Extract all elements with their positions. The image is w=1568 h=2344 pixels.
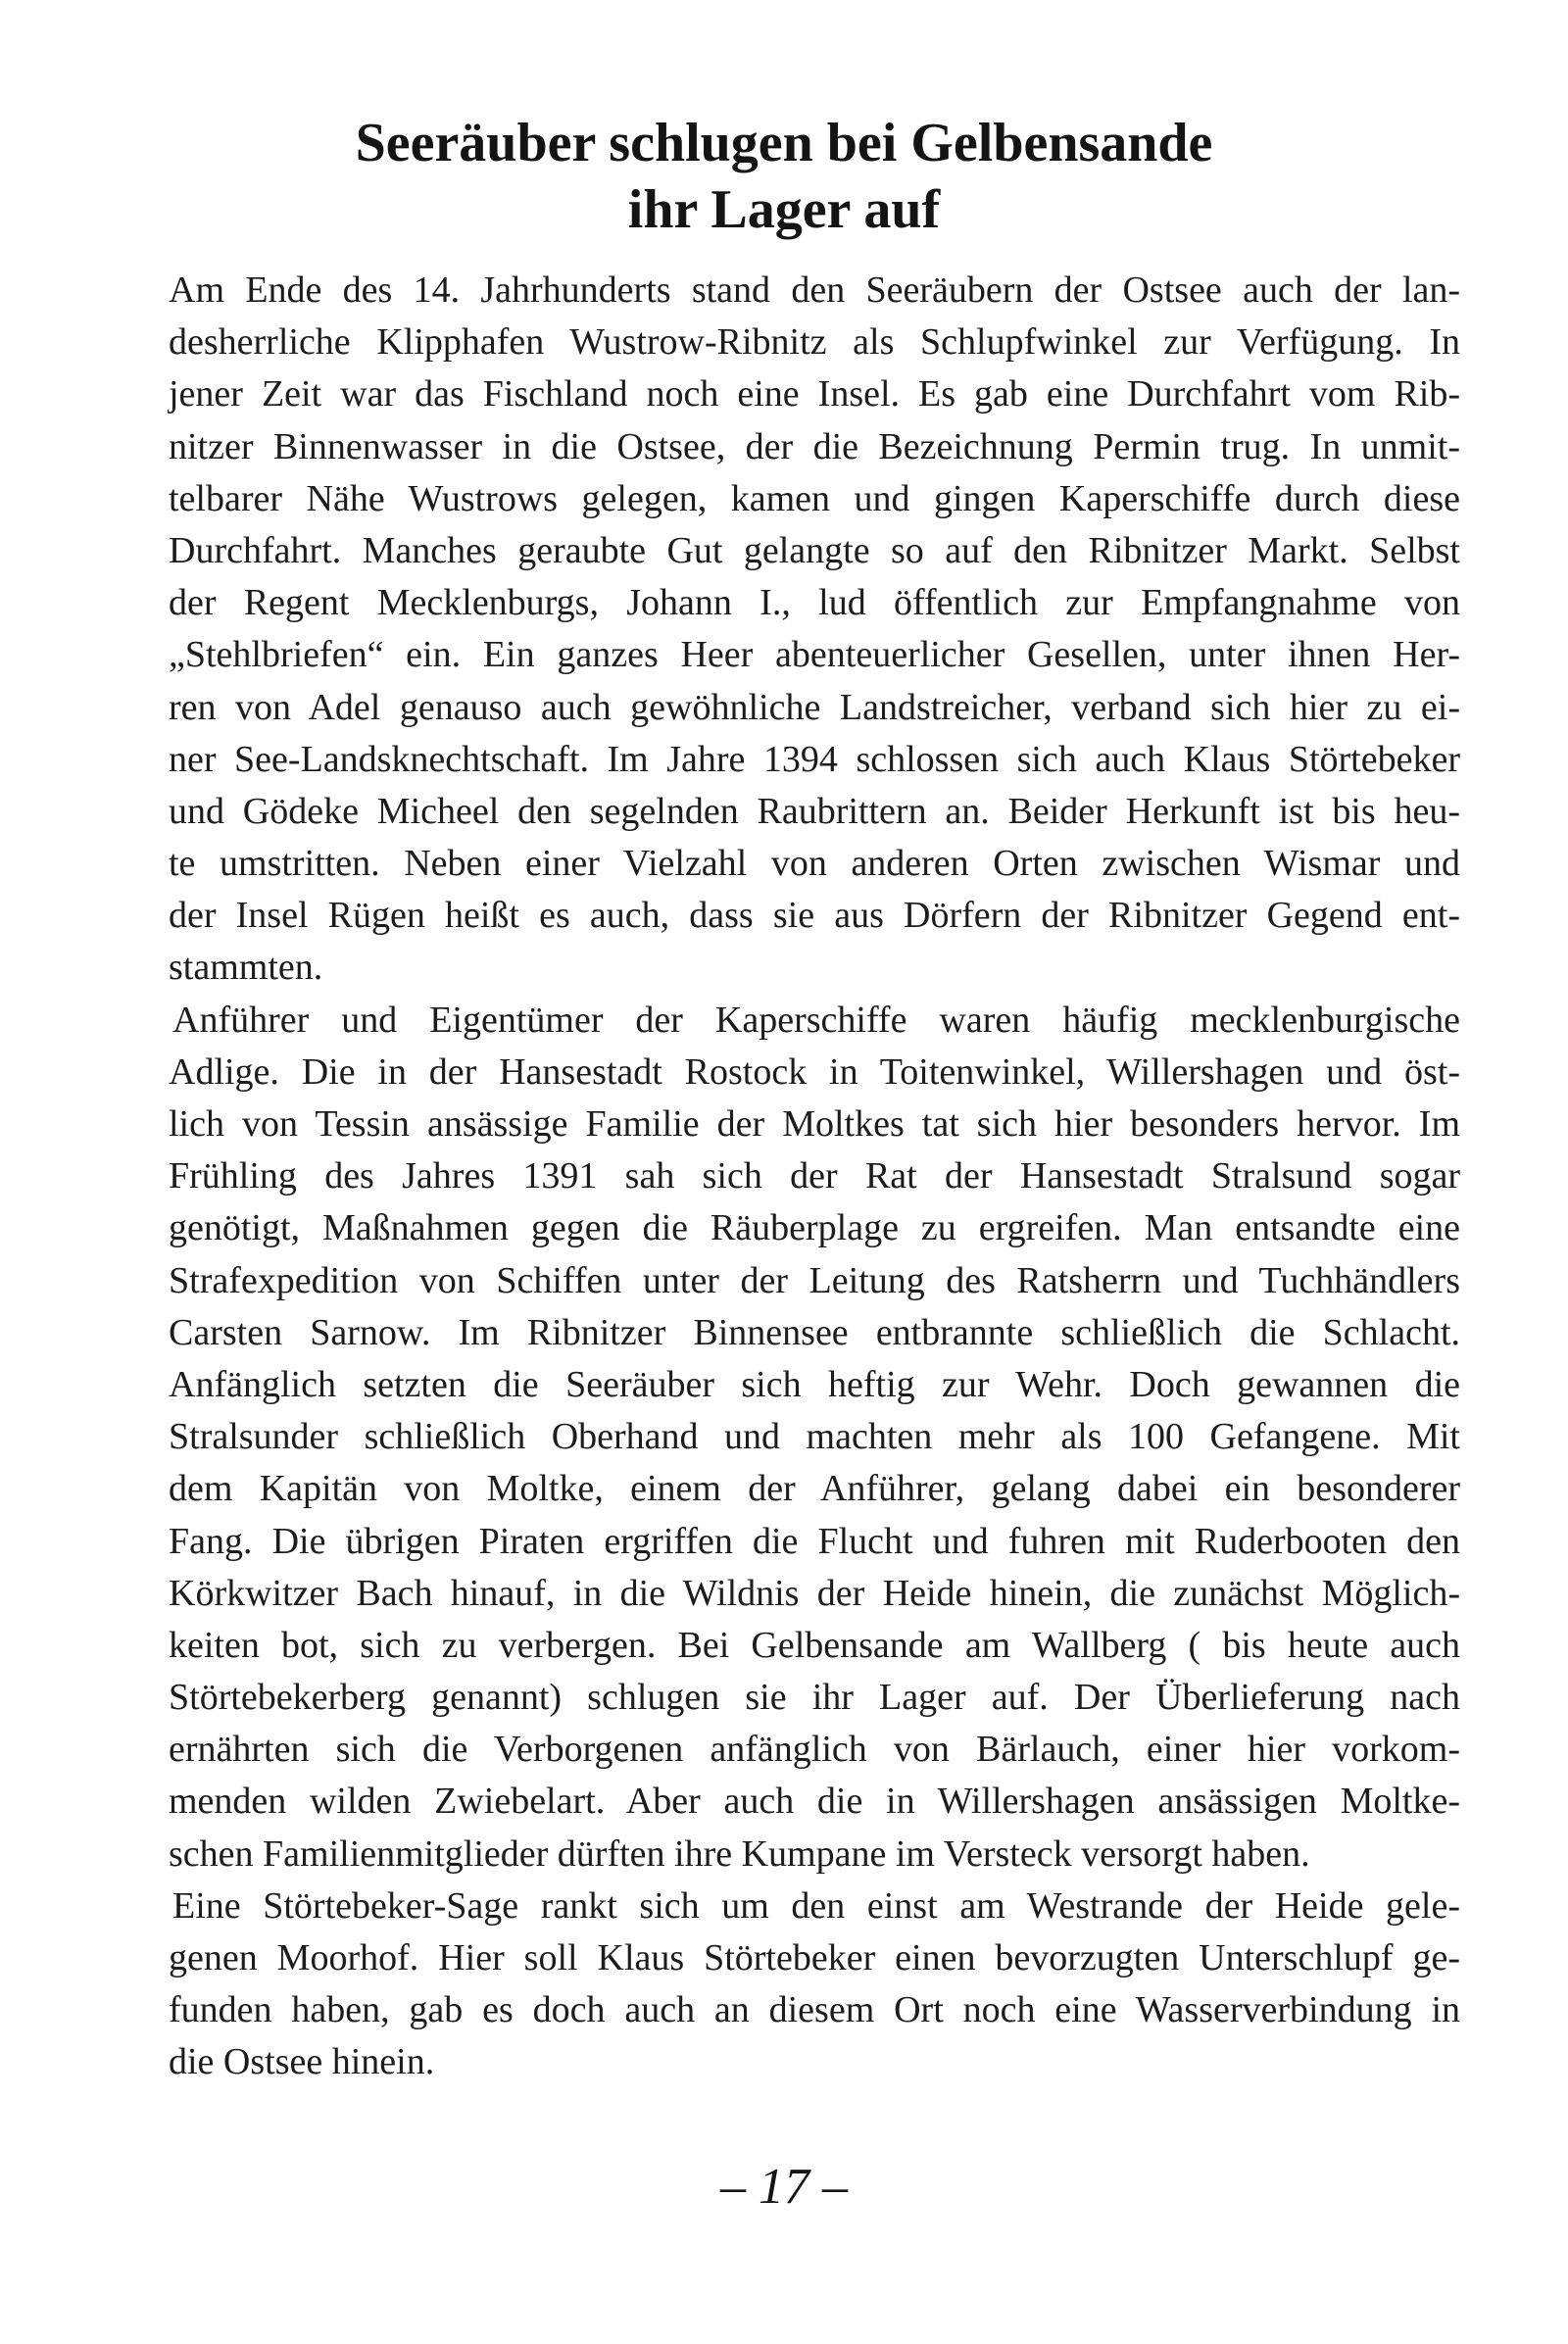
text-line: Carsten Sarnow. Im Ribnitzer Binnensee entbrannte schließlich die Schlacht. xyxy=(169,1311,1460,1353)
text-line: Körkwitzer Bach hinauf, in die Wildnis der Heide hinein, die zunächst Möglich- xyxy=(169,1572,1460,1614)
text-line: jener Zeit war das Fischland noch eine Insel. Es gab eine Durchfahrt vom Rib- xyxy=(169,373,1460,415)
text-line: ner See-Landsknechtschaft. Im Jahre 1394 schlossen sich auch Klaus Störtebeker xyxy=(169,738,1460,780)
text-line: keiten bot, sich zu verbergen. Bei Gelbensande am Wallberg ( bis heute auch xyxy=(169,1624,1460,1666)
chapter-title-line-2: ihr Lager auf xyxy=(627,179,941,240)
text-line: und Gödeke Micheel den segelnden Raubrittern an. Beider Herkunft ist bis heu- xyxy=(169,790,1460,832)
text-line: Strafexpedition von Schiffen unter der Leitung des Ratsherrn und Tuchhändlers xyxy=(169,1259,1460,1301)
chapter-title-line-1: Seeräuber schlugen bei Gelbensande xyxy=(355,113,1213,173)
text-line: der Regent Mecklenburgs, Johann I., lud öffentlich zur Empfangnahme von xyxy=(169,582,1460,624)
text-line: Adlige. Die in der Hansestadt Rostock in Toitenwinkel, Willershagen und öst- xyxy=(169,1050,1460,1093)
body-text xyxy=(169,265,1460,2089)
text-line: die Ostsee hinein. xyxy=(169,2041,435,2083)
text-line: genötigt, Maßnahmen gegen die Räuberplage zu ergreifen. Man entsandte eine xyxy=(169,1207,1460,1249)
text-line: stammten. xyxy=(169,947,323,989)
page-number: – 17 – xyxy=(720,2159,848,2215)
text-line: Störtebekerberg genannt) schlugen sie ihr Lager auf. Der Überlieferung nach xyxy=(169,1677,1460,1719)
text-line: Anführer und Eigentümer der Kaperschiffe waren häufig mecklenburgische xyxy=(172,999,1460,1041)
text-line: dem Kapitän von Moltke, einem der Anführer, gelang dabei ein besonderer xyxy=(169,1468,1460,1510)
text-line: „Stehlbriefen“ ein. Ein ganzes Heer abenteuerlicher Gesellen, unter ihnen Her- xyxy=(169,634,1460,676)
text-line: ren von Adel genauso auch gewöhnliche Landstreicher, verband sich hier zu ei- xyxy=(169,686,1460,728)
text-line: te umstritten. Neben einer Vielzahl von anderen Orten zwischen Wismar und xyxy=(169,843,1460,885)
text-line: Durchfahrt. Manches geraubte Gut gelangte so auf den Ribnitzer Markt. Selbst xyxy=(169,529,1460,571)
text-line: schen Familienmitglieder dürften ihre Kumpane im Versteck versorgt haben. xyxy=(169,1832,1310,1875)
text-line: nitzer Binnenwasser in die Ostsee, der die Bezeichnung Permin trug. In unmit- xyxy=(169,425,1460,467)
text-line: Frühling des Jahres 1391 sah sich der Rat der Hansestadt Stralsund sogar xyxy=(169,1155,1460,1197)
text-line: desherrliche Klipphafen Wustrow-Ribnitz als Schlupfwinkel zur Verfügung. In xyxy=(169,321,1460,364)
text-line: Eine Störtebeker-Sage rankt sich um den einst am Westrande der Heide gele- xyxy=(172,1884,1460,1927)
text-line: funden haben, gab es doch auch an diesem Ort noch eine Wasserverbindung in xyxy=(169,1989,1460,2031)
text-line: der Insel Rügen heißt es auch, dass sie aus Dörfern der Ribnitzer Gegend ent- xyxy=(169,895,1460,937)
text-line: Anfänglich setzten die Seeräuber sich heftig zur Wehr. Doch gewannen die xyxy=(169,1363,1460,1405)
text-line: genen Moorhof. Hier soll Klaus Störtebeker einen bevorzugten Unterschlupf ge- xyxy=(169,1937,1460,1978)
text-line: Am Ende des 14. Jahrhunderts stand den Seeräubern der Ostsee auch der lan- xyxy=(169,269,1460,311)
chapter-title xyxy=(176,110,1392,243)
text-line: Stralsunder schließlich Oberhand und machten mehr als 100 Gefangene. Mit xyxy=(169,1416,1460,1458)
text-line: telbarer Nähe Wustrows gelegen, kamen und gingen Kaperschiffe durch diese xyxy=(169,477,1460,519)
text-line: ernährten sich die Verborgenen anfänglich von Bärlauch, einer hier vorkom- xyxy=(169,1729,1460,1771)
text-line: menden wilden Zwiebelart. Aber auch die in Willershagen ansässigen Moltke- xyxy=(169,1781,1460,1823)
text-line: lich von Tessin ansässige Familie der Moltkes tat sich hier besonders hervor. Im xyxy=(169,1103,1460,1145)
text-line: Fang. Die übrigen Piraten ergriffen die Flucht und fuhren mit Ruderbooten den xyxy=(169,1520,1460,1562)
